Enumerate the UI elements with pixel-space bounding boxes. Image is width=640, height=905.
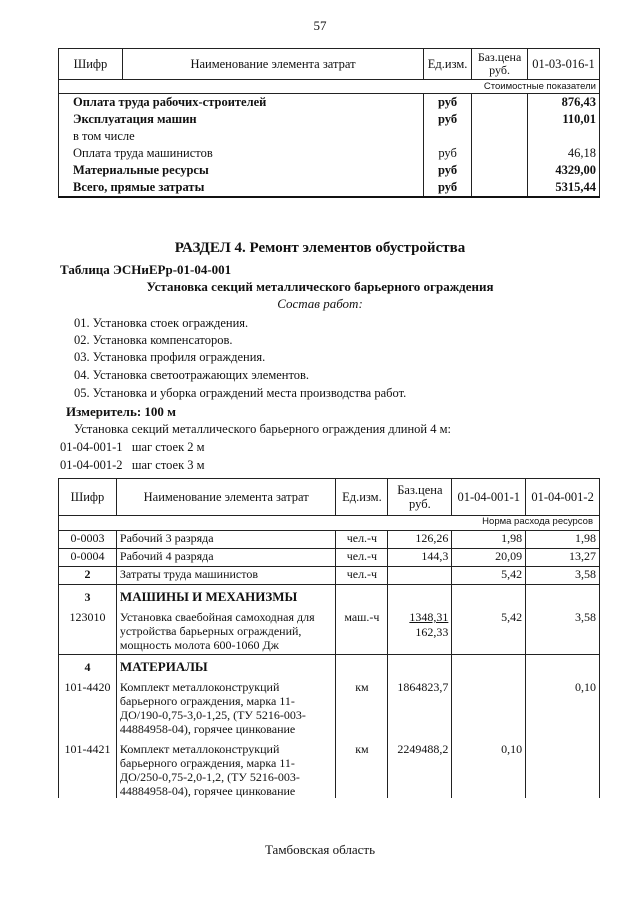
resource-table-header: [59, 479, 600, 516]
row-price: 126,26: [388, 531, 452, 549]
row-unit: руб: [424, 111, 472, 128]
row-value: 110,01: [528, 111, 600, 128]
table-row: [59, 549, 600, 567]
row-code: 0-0003: [59, 531, 117, 549]
section-name: МАТЕРИАЛЫ: [119, 659, 208, 674]
work-item: 03. Установка профиля ограждения.: [74, 350, 266, 364]
row-unit: чел.-ч: [336, 531, 388, 549]
header-code: Шифр: [59, 49, 123, 80]
row-unit-cell: [336, 585, 388, 655]
row-value-1-cell: [452, 655, 526, 799]
variant-desc: шаг стоек 2 м: [131, 440, 205, 454]
row-unit: чел.-ч: [336, 549, 388, 567]
variant-item: [60, 440, 205, 455]
table-row: [59, 145, 600, 162]
row-unit: маш.-ч: [344, 610, 380, 624]
row-name: Комплект металлоконструкций барьерного ограждения, марка 11-ДО/250-0,75-2,0-1,2, (ТУ 5216-003-44884958-04), горячее цинкование: [119, 742, 300, 798]
variant-code: 01-04-001-2: [60, 458, 123, 472]
row-name-cell: [116, 655, 336, 799]
row-code: 101-4420: [64, 680, 111, 694]
row-name: Эксплуатация машин: [59, 111, 424, 128]
row-name: Комплект металлоконструкций барьерного ограждения, марка 11-ДО/190-0,75-3,0-1,25, (ТУ 5216-003-44884958-04), горячее цинкование: [119, 680, 306, 736]
row-value: [528, 128, 600, 145]
cost-table-header: [59, 49, 600, 80]
row-unit: руб: [424, 162, 472, 179]
row-value: 5315,44: [528, 179, 600, 197]
row-unit: руб: [424, 179, 472, 197]
row-value-1: 5,42: [501, 610, 523, 624]
row-price: [388, 567, 452, 585]
row-name: Материальные ресурсы: [59, 162, 424, 179]
table-row: [59, 162, 600, 179]
section-row: [59, 585, 600, 655]
row-price: [472, 128, 528, 145]
row-price: 144,3: [388, 549, 452, 567]
table-row: [59, 179, 600, 197]
row-name: Рабочий 3 разряда: [116, 531, 336, 549]
table-title: Установка секций металлического барьерного ограждения: [146, 279, 494, 294]
row-value-1: 1,98: [452, 531, 526, 549]
row-value-2-cell: [526, 585, 600, 655]
row-price: [472, 111, 528, 128]
row-price: 1864823,7: [397, 680, 449, 694]
row-value-1-cell: [452, 585, 526, 655]
intro-text: Установка секций металлического барьерного ограждения длиной 4 м:: [74, 422, 452, 436]
resource-table-subheader: [59, 516, 600, 531]
header-unit: Ед.изм.: [424, 49, 472, 80]
section-name: МАШИНЫ И МЕХАНИЗМЫ: [119, 589, 298, 604]
section-code-text: 3: [84, 590, 91, 604]
header-column-2: 01-04-001-2: [526, 479, 600, 516]
table-row: [59, 94, 600, 112]
variant-code: 01-04-001-1: [60, 440, 123, 454]
row-value-2-cell: [526, 655, 600, 799]
row-value-2: 1,98: [526, 531, 600, 549]
row-price: [472, 94, 528, 112]
row-name-cell: [116, 585, 336, 655]
row-unit: [424, 128, 472, 145]
row-value-1: 5,42: [452, 567, 526, 585]
row-name: Рабочий 4 разряда: [116, 549, 336, 567]
row-value: 876,43: [528, 94, 600, 112]
header-unit: Ед.изм.: [336, 479, 388, 516]
section-title: РАЗДЕЛ 4. Ремонт элементов обустройства: [174, 240, 466, 256]
row-value-1: 0,10: [501, 742, 523, 756]
row-unit: км: [355, 680, 369, 694]
work-item: 05. Установка и уборка ограждений места производства работ.: [74, 386, 407, 400]
row-price: [472, 162, 528, 179]
row-value-1: 20,09: [452, 549, 526, 567]
row-name: Всего, прямые затраты: [59, 179, 424, 197]
subheader-label: Норма расхода ресурсов: [59, 516, 600, 531]
row-name: в том числе: [59, 128, 424, 145]
variant-item: [60, 458, 205, 473]
header-column-1: 01-04-001-1: [452, 479, 526, 516]
row-unit: руб: [424, 145, 472, 162]
row-code: 101-4421: [64, 742, 111, 756]
row-name: Оплата труда рабочих-строителей: [59, 94, 424, 112]
header-code: Шифр: [59, 479, 117, 516]
row-value-2: 13,27: [526, 549, 600, 567]
row-unit: чел.-ч: [336, 567, 388, 585]
row-unit: руб: [424, 94, 472, 112]
subheader-label: Стоимостные показатели: [59, 80, 600, 94]
row-price-cell: [388, 585, 452, 655]
row-price: 1348,31: [409, 610, 449, 624]
section-code: [59, 655, 117, 799]
row-code: 2: [59, 567, 117, 585]
row-unit-cell: [336, 655, 388, 799]
row-name: Затраты труда машинистов: [116, 567, 336, 585]
row-price: 2249488,2: [397, 742, 449, 756]
row-code: 123010: [69, 610, 106, 624]
page-number: 57: [313, 18, 327, 33]
section-code-text: 4: [84, 660, 91, 674]
row-value-2: 3,58: [526, 567, 600, 585]
header-base-price: Баз.цена руб.: [472, 49, 528, 80]
header-base-price: Баз.цена руб.: [388, 479, 452, 516]
work-item: 01. Установка стоек ограждения.: [74, 316, 249, 330]
table-row: [59, 128, 600, 145]
row-code: 0-0004: [59, 549, 117, 567]
cost-table-subheader: [59, 80, 600, 94]
section-row: [59, 655, 600, 799]
section-code: [59, 585, 117, 655]
row-value-2: 3,58: [575, 610, 596, 624]
row-price: [472, 145, 528, 162]
header-name: Наименование элемента затрат: [122, 49, 423, 80]
row-value: 46,18: [528, 145, 600, 162]
table-row: [59, 531, 600, 549]
row-price-2: 162,33: [415, 625, 449, 639]
row-price: [472, 179, 528, 197]
meter: Измеритель: 100 м: [66, 404, 177, 419]
row-value-2: 0,10: [575, 680, 596, 694]
row-price-cell: [388, 655, 452, 799]
variant-desc: шаг стоек 3 м: [131, 458, 205, 472]
work-item: 04. Установка светоотражающих элементов.: [74, 368, 310, 382]
works-title: Состав работ:: [277, 296, 363, 311]
table-row: [59, 111, 600, 128]
table-row: [59, 567, 600, 585]
header-column: 01-03-016-1: [528, 49, 600, 80]
row-name: Оплата труда машинистов: [59, 145, 424, 162]
row-value: 4329,00: [528, 162, 600, 179]
resource-table: [58, 478, 600, 798]
footer-region: Тамбовская область: [264, 842, 376, 857]
work-item: 02. Установка компенсаторов.: [74, 333, 233, 347]
row-value-1: [455, 680, 522, 742]
header-name: Наименование элемента затрат: [116, 479, 336, 516]
table-code: Таблица ЭСНиЕРр-01-04-001: [60, 262, 232, 277]
row-name: Установка сваебойная самоходная для устройства барьерных ограждений, мощность молота 600-1060 Дж: [119, 610, 315, 652]
cost-table: [58, 48, 600, 198]
row-unit: км: [355, 742, 369, 756]
